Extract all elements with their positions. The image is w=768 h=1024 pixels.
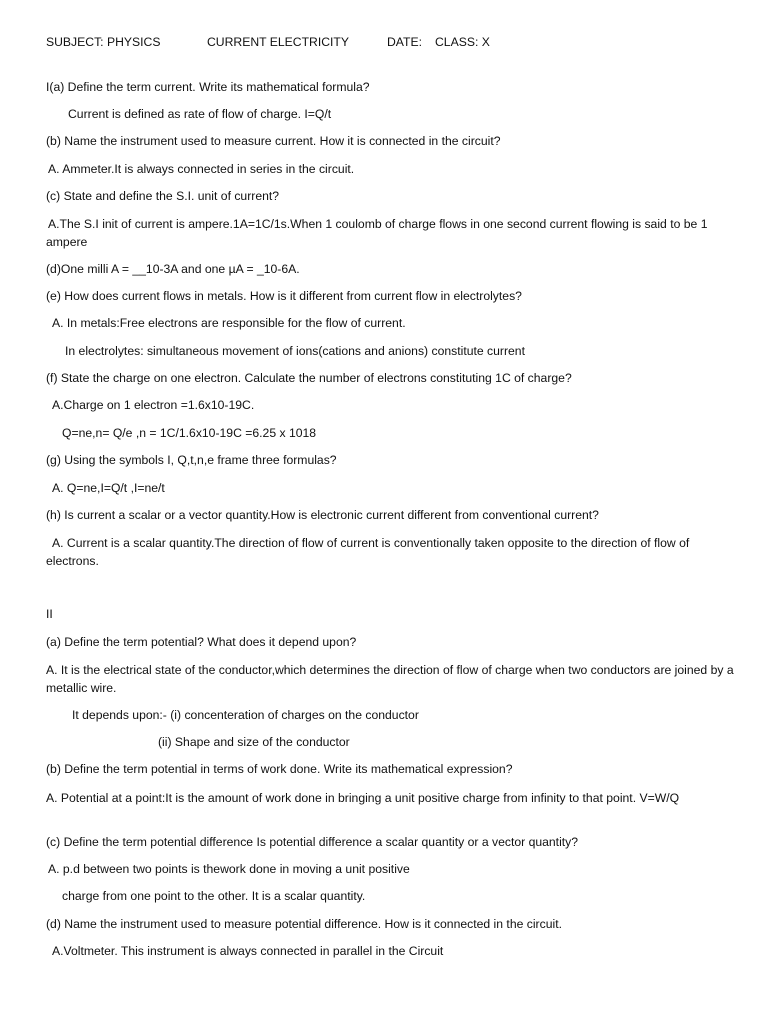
class-label: CLASS: X — [435, 35, 490, 49]
worksheet-header — [0, 35, 768, 51]
answer-2c-line2: charge from one point to the other. It is a scalar quantity. — [62, 889, 366, 903]
question-2c: (c) Define the term potential difference Is potential difference a scalar quantity or a vector quantity? — [46, 835, 579, 849]
answer-1c: A.The S.I init of current is ampere.1A=1C/1s.When 1 coulomb of charge flows in one second current flowing is said to be 1 ampere — [46, 217, 708, 249]
answer-1f-calculation: Q=ne,n= Q/e ,n = 1C/1.6x10-19C =6.25 x 1018 — [62, 426, 317, 440]
answer-2a-shape: (ii) Shape and size of the conductor — [158, 735, 350, 749]
question-2a: (a) Define the term potential? What does it depend upon? — [46, 635, 357, 649]
answer-1a: Current is defined as rate of flow of charge. I=Q/t — [68, 107, 332, 121]
question-1e: (e) How does current flows in metals. How is it different from current flow in electrolytes? — [46, 289, 522, 303]
section-2-heading: II — [46, 607, 53, 621]
answer-2b: A. Potential at a point:It is the amount of work done in bringing a unit positive charge from infinity to that point. V=W/Q — [46, 791, 680, 805]
question-1a: I(a) Define the term current. Write its mathematical formula? — [46, 80, 370, 94]
answer-1e-electrolytes: In electrolytes: simultaneous movement of ions(cations and anions) constitute current — [65, 344, 525, 358]
answer-2c-line1: A. p.d between two points is thework done in moving a unit positive — [48, 862, 410, 876]
question-1d: (d)One milli A = __10-3A and one µA = _10-6A. — [46, 262, 300, 276]
answer-2a: A. It is the electrical state of the conductor,which determines the direction of flow of charge when two conductors are joined by a metallic wire. — [46, 663, 734, 695]
question-1c: (c) State and define the S.I. unit of current? — [46, 189, 280, 203]
answer-1h: A. Current is a scalar quantity.The direction of flow of current is conventionally taken opposite to the direction of flow of electrons. — [46, 536, 690, 568]
date-label: DATE: — [387, 35, 422, 49]
question-2d: (d) Name the instrument used to measure potential difference. How is it connected in the circuit. — [46, 917, 562, 931]
question-1b: (b) Name the instrument used to measure current. How it is connected in the circuit? — [46, 134, 501, 148]
question-1f: (f) State the charge on one electron. Calculate the number of electrons constituting 1C of charge? — [46, 371, 572, 385]
question-2b: (b) Define the term potential in terms of work done. Write its mathematical expression? — [46, 762, 513, 776]
answer-1e-metals: A. In metals:Free electrons are responsible for the flow of current. — [52, 316, 406, 330]
answer-2a-depends: It depends upon:- (i) concenteration of charges on the conductor — [72, 708, 419, 722]
question-1h: (h) Is current a scalar or a vector quantity.How is electronic current different from conventional current? — [46, 508, 599, 522]
answer-1g: A. Q=ne,I=Q/t ,I=ne/t — [52, 481, 165, 495]
answer-1f-charge: A.Charge on 1 electron =1.6x10-19C. — [52, 398, 255, 412]
subject-label: SUBJECT: PHYSICS — [46, 35, 161, 49]
question-1g: (g) Using the symbols I, Q,t,n,e frame three formulas? — [46, 453, 337, 467]
topic-title: CURRENT ELECTRICITY — [207, 35, 349, 49]
answer-1b: A. Ammeter.It is always connected in series in the circuit. — [48, 162, 355, 176]
answer-2d: A.Voltmeter. This instrument is always connected in parallel in the Circuit — [52, 944, 444, 958]
